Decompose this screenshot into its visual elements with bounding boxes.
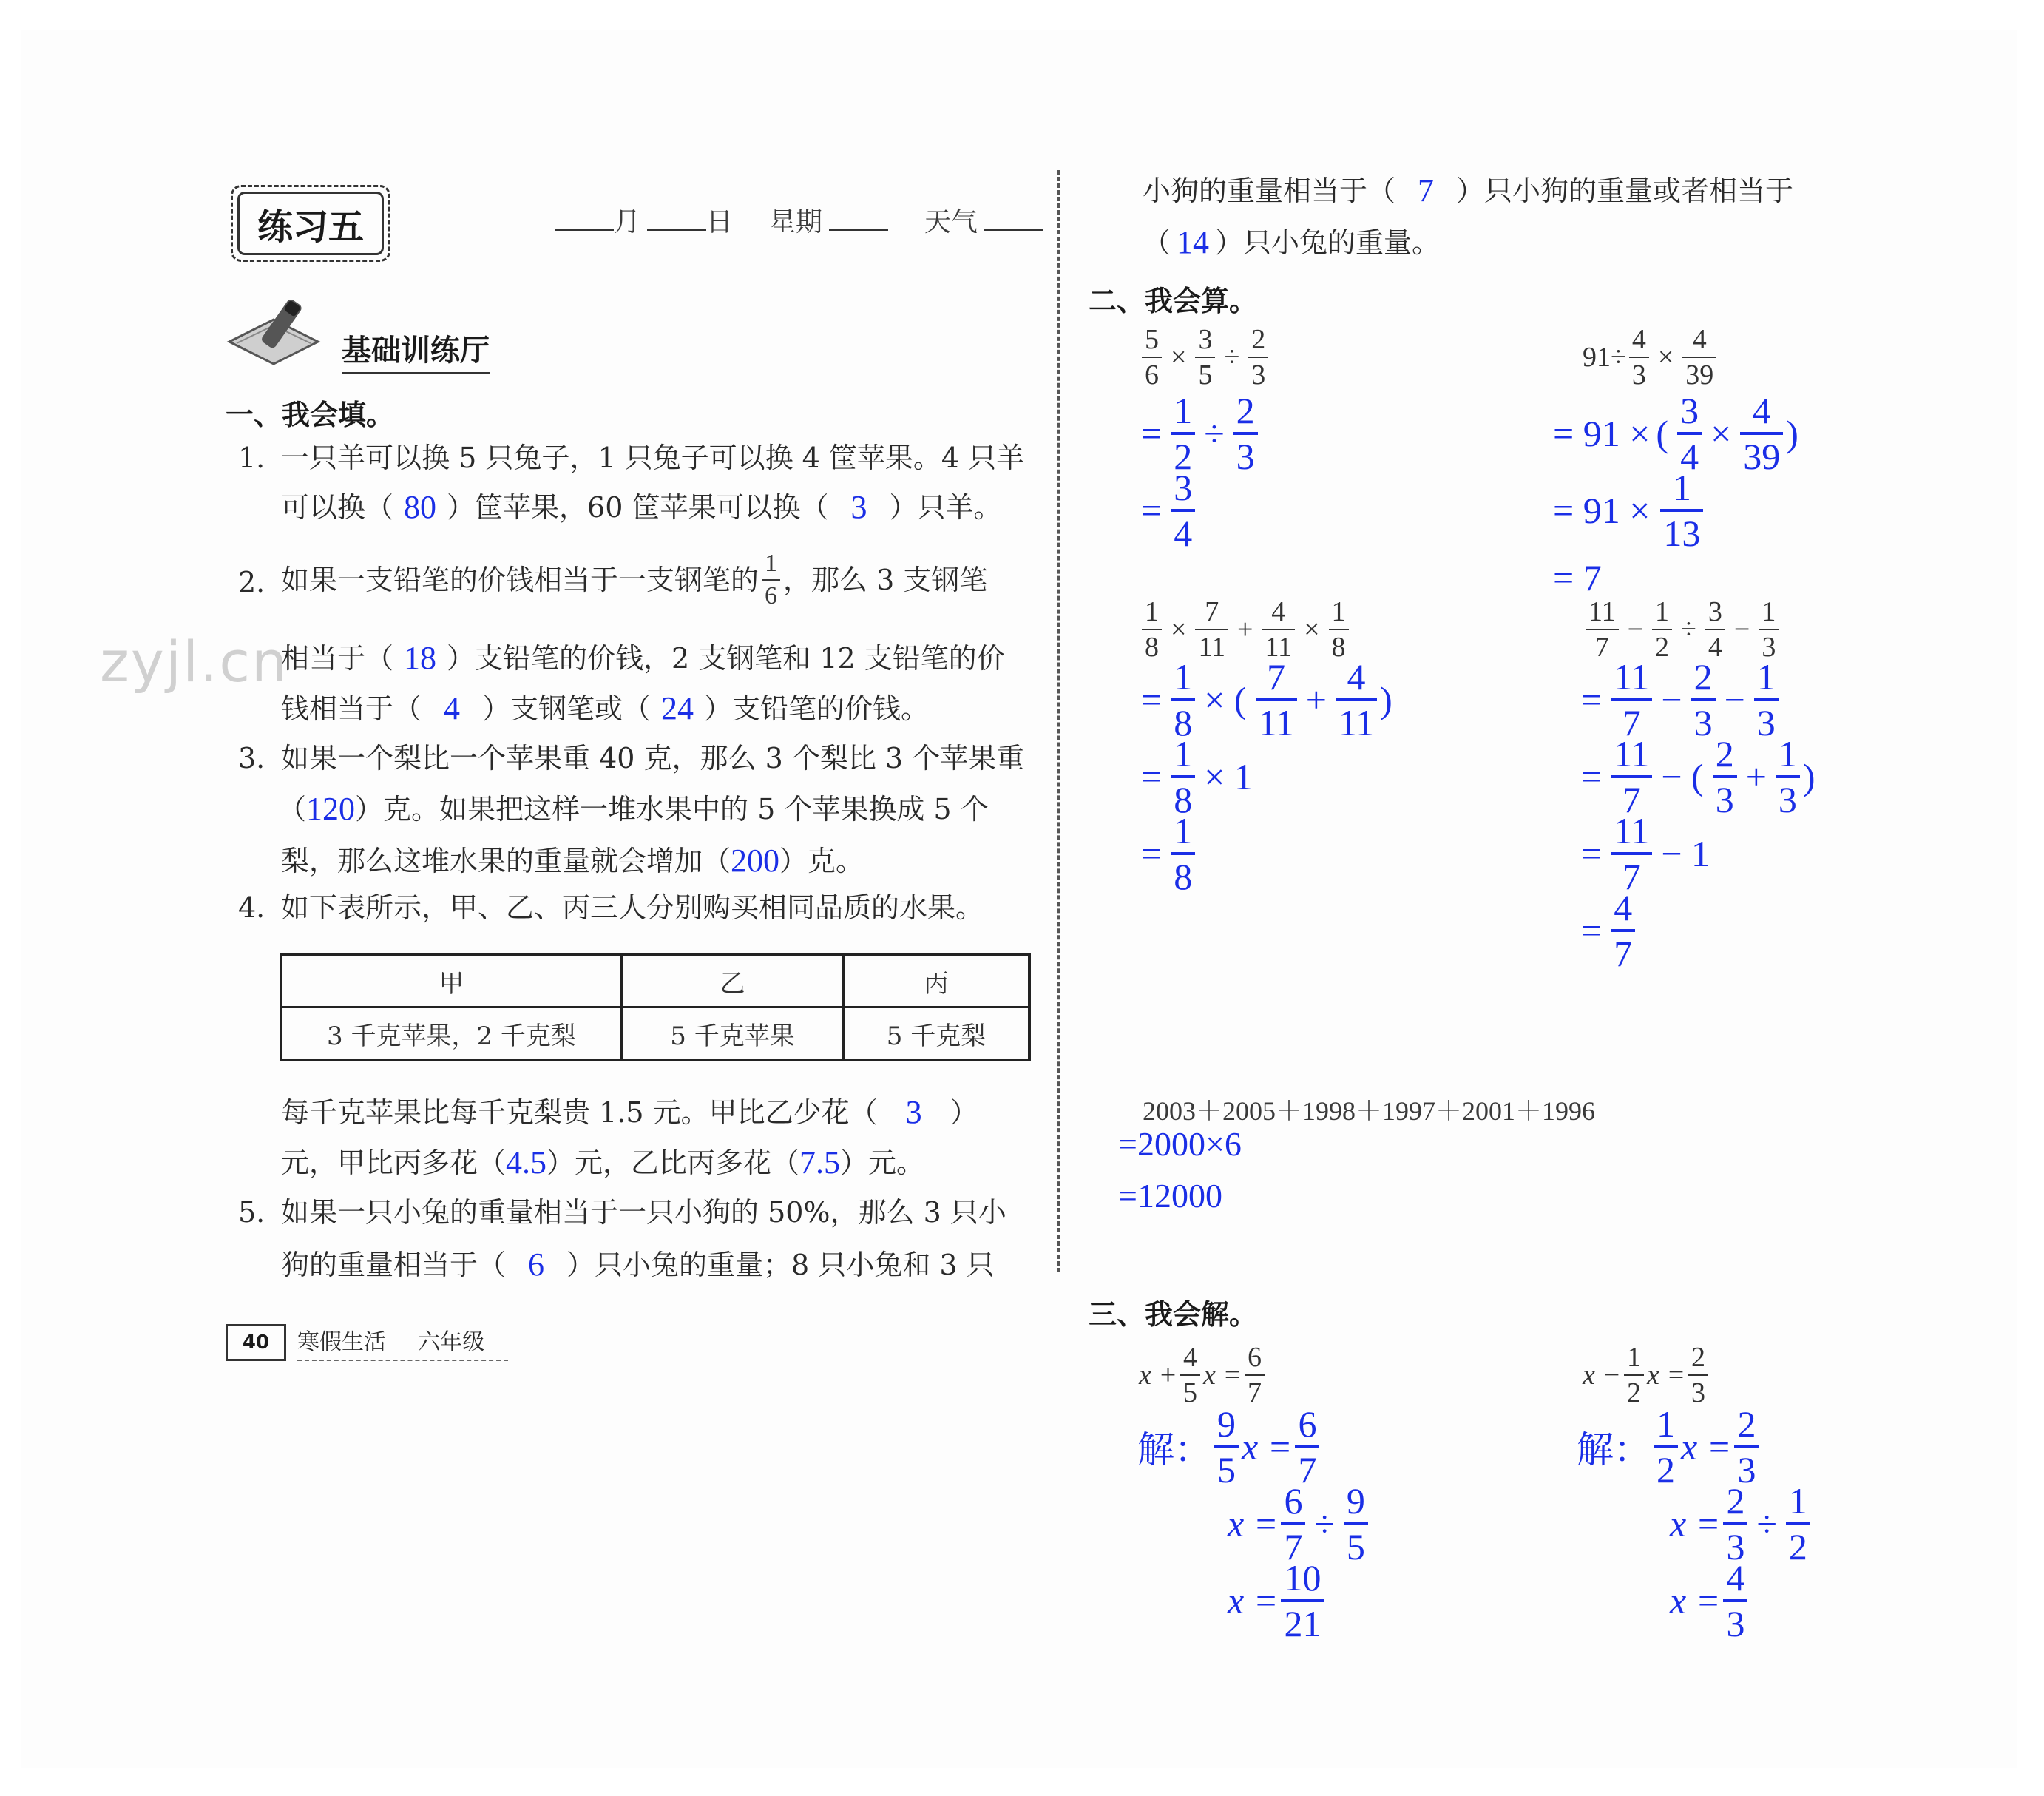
equation2-problem: x − $\frac{1}{2}$ x = $\frac{2}{3}$ bbox=[1583, 1343, 1711, 1407]
weather-label: 天气 bbox=[924, 207, 978, 237]
q2-text-a: 如果一支铅笔的价钱相当于一支钢笔的 bbox=[281, 564, 759, 596]
day-label: 日 bbox=[706, 207, 734, 237]
q2-fraction: $\frac{1}{6}$ bbox=[762, 551, 780, 609]
q4-line1: 如下表所示，甲、乙、丙三人分别购买相同品质的水果。 bbox=[281, 891, 984, 924]
q3-answer-1: 120 bbox=[306, 791, 356, 827]
equation2-step2: x = $\frac{2}{3}$ ÷ $\frac{1}{2}$ bbox=[1670, 1482, 1813, 1565]
calc2-step2: = 91 × $\frac{1}{13}$ bbox=[1553, 469, 1706, 552]
q5-line3 bbox=[1143, 172, 1794, 209]
q2-text-d: ）支铅笔的价钱，2 支钢笔和 12 支铅笔的价 bbox=[447, 642, 1005, 675]
q5-answer-2: 7 bbox=[1418, 172, 1435, 209]
column-divider bbox=[1057, 170, 1060, 1272]
calc3-step1: = $\frac{1}{8}$ × ( $\frac{7}{11}$ + $\frac{4}{11}$ ) bbox=[1141, 656, 1392, 743]
q2-number: 2. bbox=[238, 566, 265, 598]
q5-number: 5. bbox=[238, 1196, 265, 1229]
equation1-step1: 解： $\frac{9}{5}$ x = $\frac{6}{7}$ bbox=[1137, 1405, 1322, 1488]
calc5-step2: =12000 bbox=[1118, 1177, 1222, 1215]
page-title: 练习五 bbox=[257, 206, 364, 248]
calc2-step3: = 7 bbox=[1553, 557, 1602, 598]
q3-answer-2: 200 bbox=[731, 843, 780, 879]
q2-text-g: ）支铅笔的价钱。 bbox=[704, 692, 930, 725]
q4-text-e: ）元。 bbox=[840, 1147, 925, 1179]
q2-line3 bbox=[281, 692, 929, 725]
calc1-step2: = $\frac{3}{4}$ bbox=[1135, 469, 1198, 552]
q5-line2 bbox=[281, 1246, 995, 1283]
q1-text-a: 可以换（ bbox=[281, 491, 394, 524]
weekday-label: 星期 bbox=[769, 207, 823, 237]
q5-answer-1: 6 bbox=[528, 1246, 545, 1283]
page-number: 40 bbox=[242, 1331, 270, 1354]
q4-answer-3: 7.5 bbox=[799, 1144, 841, 1181]
q2-text-b: ，那么 3 支钢笔 bbox=[783, 564, 988, 596]
q3-text-d: ）克。 bbox=[779, 845, 864, 877]
calc2-step1: = 91 × ( $\frac{3}{4}$ × $\frac{4}{39}$ ) bbox=[1553, 390, 1798, 477]
part2-heading: 二、我会算。 bbox=[1089, 285, 1258, 317]
calc3-step3: = $\frac{1}{8}$ bbox=[1135, 812, 1198, 895]
table-header-row bbox=[281, 954, 1029, 1007]
q3-line2: （ 120 ）克。如果把这样一堆水果中的 5 个苹果换成 5 个 bbox=[278, 791, 989, 827]
watermark: zyjl.cn bbox=[100, 629, 289, 695]
equation2-step1: 解： $\frac{1}{2}$ x = $\frac{2}{3}$ bbox=[1577, 1405, 1762, 1488]
q3-number: 3. bbox=[238, 742, 265, 774]
q1-answer-1: 80 bbox=[404, 489, 437, 525]
q4-answer-1: 3 bbox=[905, 1094, 922, 1130]
q3-text-b: ）克。如果把这样一堆水果中的 5 个苹果换成 5 个 bbox=[355, 793, 989, 826]
q2-text-c: 相当于（ bbox=[281, 642, 394, 675]
q2-answer-3: 24 bbox=[661, 690, 694, 726]
q4-text-a: 每千克苹果比每千克梨贵 1.5 元。甲比乙少花（ bbox=[281, 1096, 878, 1129]
q2-answer-1: 18 bbox=[404, 640, 437, 676]
fruit-table bbox=[280, 953, 1031, 1061]
part1-heading: 一、我会填。 bbox=[226, 399, 395, 431]
table-header-bing: 丙 bbox=[844, 954, 1030, 1007]
q5-line1: 如果一只小兔的重量相当于一只小狗的 50%，那么 3 只小 bbox=[281, 1196, 1006, 1229]
q5-answer-3: 14 bbox=[1177, 224, 1210, 260]
q5-text-f: ）只小兔的重量。 bbox=[1215, 226, 1441, 259]
calc5-step1: =2000×6 bbox=[1118, 1125, 1242, 1163]
table-header-jia: 甲 bbox=[281, 954, 622, 1007]
month-label: 月 bbox=[614, 207, 641, 237]
table-cell-yi: 5 千克苹果 bbox=[622, 1007, 844, 1061]
equation1-step3: x = $\frac{10}{21}$ bbox=[1228, 1559, 1327, 1642]
footer-book-title: 寒假生活 bbox=[297, 1329, 386, 1355]
q4-text-c: 元，甲比丙多花（ bbox=[281, 1147, 507, 1179]
q1-text-c: ）只羊。 bbox=[889, 491, 1002, 524]
q5-text-b: ）只小兔的重量；8 只小兔和 3 只 bbox=[566, 1249, 995, 1281]
table-row bbox=[281, 1007, 1029, 1061]
q2-text-f: ）支钢笔或（ bbox=[482, 692, 652, 725]
q3-line1: 如果一个梨比一个苹果重 40 克，那么 3 个梨比 3 个苹果重 bbox=[281, 742, 1025, 774]
date-line bbox=[555, 209, 1043, 235]
equation1-step2: x = $\frac{6}{7}$ ÷ $\frac{9}{5}$ bbox=[1228, 1482, 1371, 1565]
q2-answer-2: 4 bbox=[444, 690, 461, 726]
q2-line1 bbox=[281, 543, 987, 617]
table-cell-bing: 5 千克梨 bbox=[844, 1007, 1030, 1061]
calc5-problem: 2003＋2005＋1998＋1997＋2001＋1996 bbox=[1143, 1096, 1596, 1126]
calc4-step4: = $\frac{4}{7}$ bbox=[1575, 889, 1638, 972]
calc1-step1: = $\frac{1}{2}$ ÷ $\frac{2}{3}$ bbox=[1135, 392, 1261, 475]
calc1-problem: $\frac{5}{6}$ × $\frac{3}{5}$ ÷ $\frac{2}{3}$ bbox=[1139, 325, 1271, 389]
q1-answer-2: 3 bbox=[850, 489, 867, 525]
q2-line2 bbox=[281, 642, 1005, 675]
q5-text-e: （ bbox=[1143, 226, 1171, 259]
calc4-problem: $\frac{11}{7}$ − $\frac{1}{2}$ ÷ $\frac{3}{4}$ − $\frac{1}{3}$ bbox=[1583, 598, 1781, 661]
part3-heading: 三、我会解。 bbox=[1089, 1298, 1258, 1331]
calc2-problem: 91÷ $\frac{4}{3}$ × $\frac{4}{39}$ bbox=[1583, 325, 1719, 389]
q5-text-a: 狗的重量相当于（ bbox=[281, 1249, 507, 1281]
calc4-step3: = $\frac{11}{7}$ − 1 bbox=[1581, 810, 1710, 897]
q1-number: 1. bbox=[238, 442, 265, 474]
q3-line3 bbox=[281, 845, 864, 877]
pen-paper-icon bbox=[222, 290, 325, 371]
q4-line2 bbox=[281, 1096, 978, 1129]
q1-text-b: ）筐苹果，60 筐苹果可以换（ bbox=[447, 491, 829, 524]
calc3-step2: = $\frac{1}{8}$ × 1 bbox=[1141, 733, 1253, 820]
section-banner: 基础训练厅 bbox=[342, 327, 490, 374]
q4-line3 bbox=[281, 1144, 925, 1181]
q1-line2 bbox=[281, 491, 1001, 524]
footer-grade: 六年级 bbox=[418, 1329, 485, 1355]
q4-number: 4. bbox=[238, 891, 265, 924]
table-cell-jia: 3 千克苹果，2 千克梨 bbox=[281, 1007, 622, 1061]
calc4-step1: = $\frac{11}{7}$ − $\frac{2}{3}$ − $\frac{1}{3}$ bbox=[1575, 658, 1781, 741]
q4-text-d: ）元，乙比丙多花（ bbox=[546, 1147, 800, 1179]
q1-line1: 一只羊可以换 5 只兔子，1 只兔子可以换 4 筐苹果。4 只羊 bbox=[281, 442, 1025, 474]
q5-line4 bbox=[1143, 226, 1440, 259]
q5-text-c: 小狗的重量相当于（ bbox=[1143, 175, 1396, 207]
equation2-step3: x = $\frac{4}{3}$ bbox=[1670, 1559, 1750, 1642]
calc3-problem: $\frac{1}{8}$ × $\frac{7}{11}$ + $\frac{4}{11}$ × $\frac{1}{8}$ bbox=[1139, 598, 1352, 661]
footer-book bbox=[297, 1331, 508, 1361]
equation1-problem: x + $\frac{4}{5}$ x = $\frac{6}{7}$ bbox=[1139, 1343, 1268, 1407]
q4-text-b: ） bbox=[950, 1096, 978, 1129]
table-header-yi: 乙 bbox=[622, 954, 844, 1007]
q4-answer-2: 4.5 bbox=[506, 1144, 547, 1181]
page-number-box bbox=[226, 1324, 286, 1361]
q3-text-c: 梨，那么这堆水果的重量就会增加（ bbox=[281, 845, 731, 877]
calc4-step2: = $\frac{11}{7}$ − ( $\frac{2}{3}$ + $\frac{1}{3}$ ) bbox=[1581, 733, 1815, 820]
q2-text-e: 钱相当于（ bbox=[281, 692, 422, 725]
q5-text-d: ）只小狗的重量或者相当于 bbox=[1456, 175, 1794, 207]
title-box bbox=[231, 185, 390, 262]
